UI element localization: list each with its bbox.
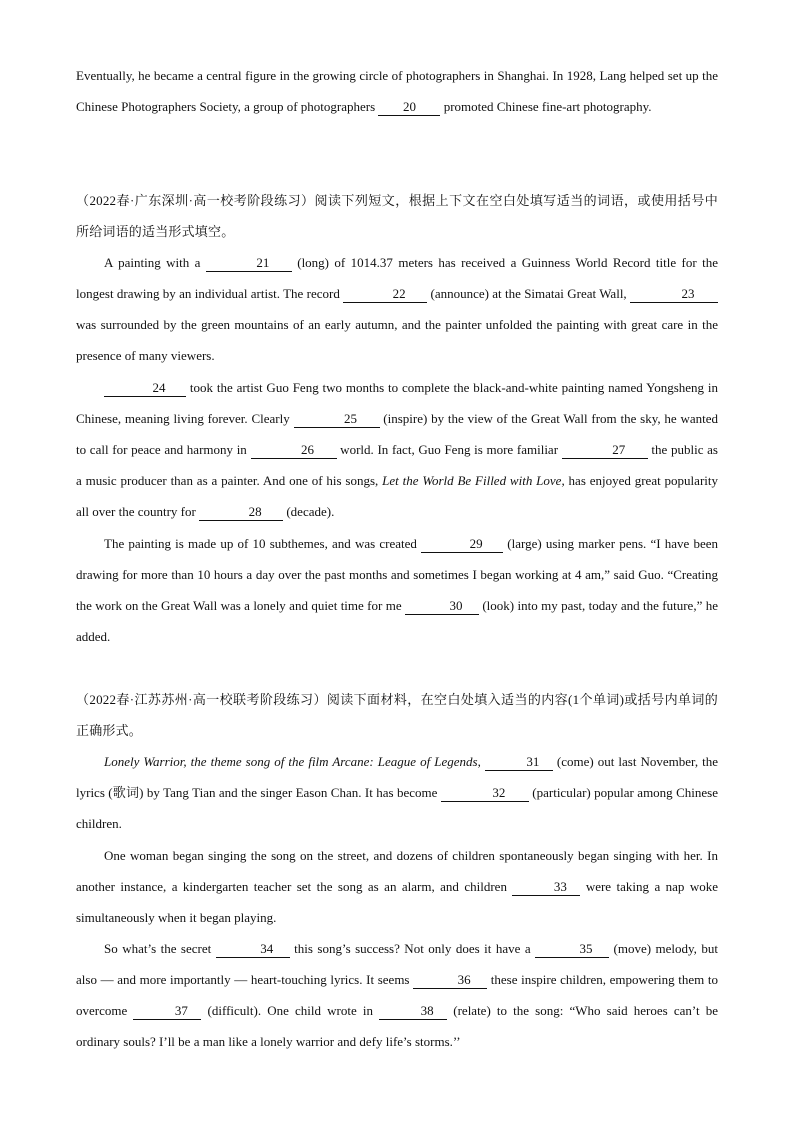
section-3-instructions: （2022春·江苏苏州·高一校联考阶段练习）阅读下面材料，在空白处填入适当的内容(1个单词)或括号内单词的正确形式。 bbox=[76, 692, 718, 738]
blank-26[interactable]: 26 bbox=[251, 442, 337, 459]
section-2-paragraph-3: The painting is made up of 10 subthemes, and was created 29 (large) using marker pens. “I have been drawing for more than 10 hours a day over the past months and sometimes I began working at 4 am,” said Guo. “Creating the work on the Great Wall was a lonely and quiet time for me 30 (look) into my past, today and the future,” he added. bbox=[76, 536, 718, 644]
section-2-paragraph-1: A painting with a 21 (long) of 1014.37 meters has received a Guinness World Record title for the longest drawing by an individual artist. The record 22 (announce) at the Simatai Great Wall, 23 was surrounded by the green mountains of an early autumn, and the painter unfolded the painting with great care in the presence of many viewers. bbox=[76, 255, 718, 363]
blank-36[interactable]: 36 bbox=[413, 972, 487, 989]
blank-25[interactable]: 25 bbox=[294, 411, 380, 428]
section-3-paragraph-3: So what’s the secret 34 this song’s success? Not only does it have a 35 (move) melody, but also — and more importantly — heart-touching lyrics. It seems 36 these inspire children, empowering them to overcome 37 (difficult). One child wrote in 38 (relate) to the song: “Who said heroes can’t be ordinary souls? I’ll be a man like a lonely warrior and defy life’s storms.’’ bbox=[76, 941, 718, 1049]
paragraph-intro: Eventually, he became a central figure in the growing circle of photographers in Shanghai. In 1928, Lang helped set up the Chinese Photographers Society, a group of photographers 20 promoted Chinese fine-art photography. bbox=[76, 68, 718, 114]
blank-22[interactable]: 22 bbox=[343, 286, 427, 303]
blank-23[interactable]: 23 bbox=[630, 286, 718, 303]
section-2-paragraph-2: 24 took the artist Guo Feng two months to complete the black-and-white painting named Yongsheng in Chinese, meaning living forever. Clearly 25 (inspire) by the view of the Great Wall from the sky, he wanted to call for peace and harmony in 26 world. In fact, Guo Feng is more familiar 27 the public as a music producer than as a painter. And one of his songs, Let the World Be Filled with Love, has enjoyed great popularity all over the country for 28 (decade). bbox=[76, 380, 718, 519]
blank-32[interactable]: 32 bbox=[441, 785, 529, 802]
blank-35[interactable]: 35 bbox=[535, 941, 609, 958]
blank-27[interactable]: 27 bbox=[562, 442, 648, 459]
section-3-paragraph-2: One woman began singing the song on the street, and dozens of children spontaneously began singing with her. In another instance, a kindergarten teacher set the song as an alarm, and children 33 were taking a nap woke simultaneously when it began playing. bbox=[76, 848, 719, 925]
blank-28[interactable]: 28 bbox=[199, 504, 283, 521]
blank-20[interactable]: 20 bbox=[378, 99, 440, 116]
blank-29[interactable]: 29 bbox=[421, 536, 503, 553]
blank-31[interactable]: 31 bbox=[485, 754, 553, 771]
blank-38[interactable]: 38 bbox=[379, 1003, 447, 1020]
section-3-paragraph-1: Lonely Warrior, the theme song of the film Arcane: League of Legends, 31 (come) out last November, the lyrics (歌词) by Tang Tian and the singer Eason Chan. It has become 32 (particular) popular among Chinese children. bbox=[76, 754, 718, 831]
section-2-instructions: （2022春·广东深圳·高一校考阶段练习）阅读下列短文，根据上下文在空白处填写适当的词语，或使用括号中所给词语的适当形式填空。 bbox=[76, 193, 718, 239]
song-title-lonely-warrior: Lonely Warrior, the theme song of the film Arcane: League of Legends bbox=[104, 754, 478, 769]
blank-37[interactable]: 37 bbox=[133, 1003, 201, 1020]
blank-21[interactable]: 21 bbox=[206, 255, 292, 272]
blank-24[interactable]: 24 bbox=[104, 380, 186, 397]
blank-34[interactable]: 34 bbox=[216, 941, 290, 958]
blank-33[interactable]: 33 bbox=[512, 879, 580, 896]
song-title: Let the World Be Filled with Love, bbox=[382, 473, 565, 488]
blank-30[interactable]: 30 bbox=[405, 598, 479, 615]
